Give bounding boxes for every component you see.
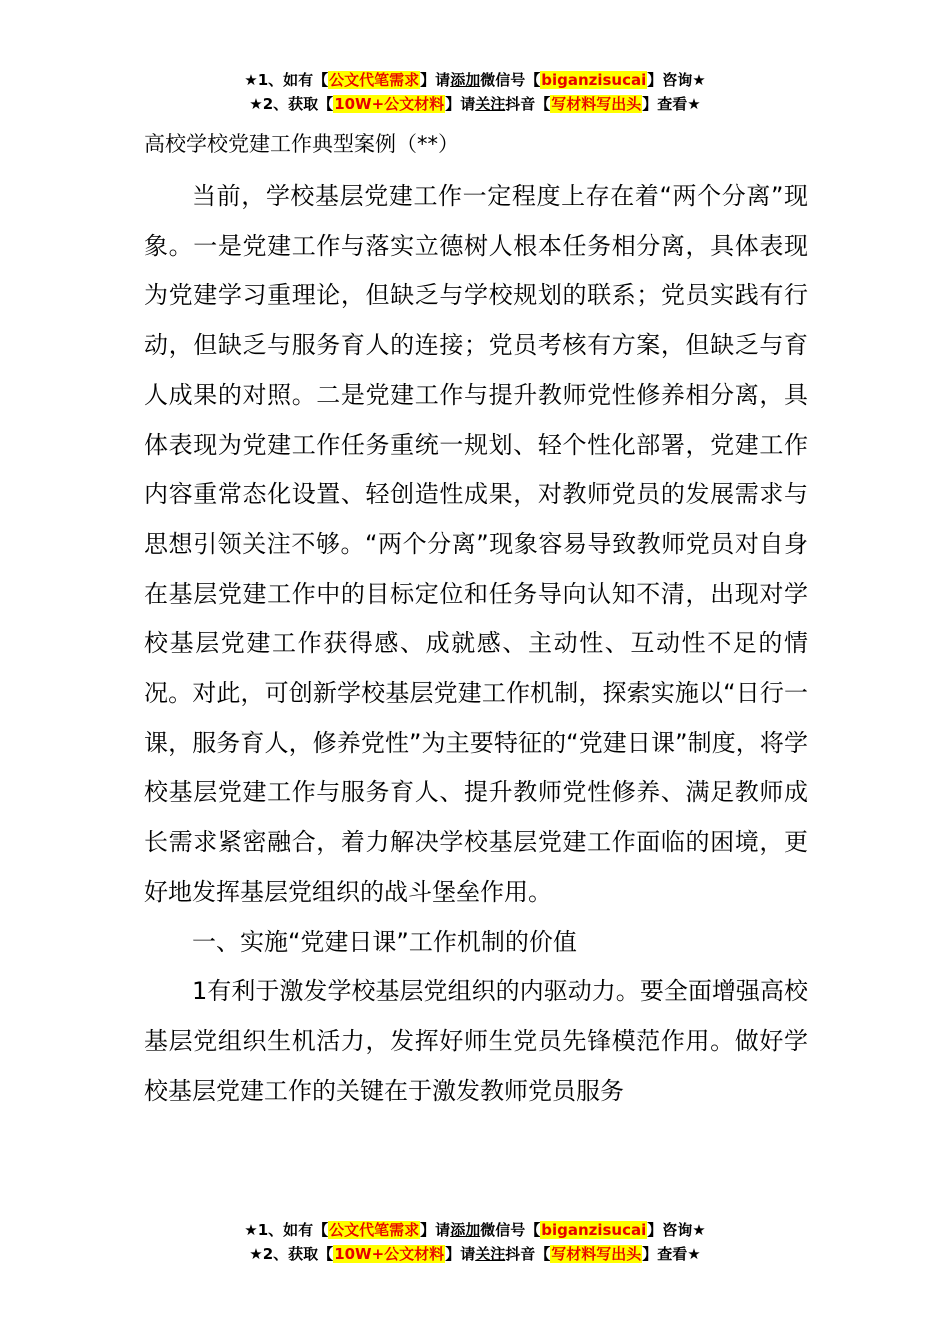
banner-text: ★1、如有【 (244, 1221, 329, 1239)
header-banner (0, 68, 950, 116)
highlight-wechat-id: biganzisucai (541, 71, 647, 89)
banner-line-1 (0, 68, 950, 92)
banner-underlined: 关注 (475, 1245, 506, 1263)
banner-text: ★2、获取【 (249, 1245, 334, 1263)
document-title: 高校学校党建工作典型案例（**） (144, 132, 459, 156)
banner-text: 】请 (420, 71, 451, 89)
highlight-service: 公文代笔需求 (329, 71, 420, 89)
banner-text: 】请 (420, 1221, 451, 1239)
footer-banner (0, 1218, 950, 1266)
banner-text: ★1、如有【 (244, 71, 329, 89)
highlight-wechat-id: biganzisucai (541, 1221, 647, 1239)
banner-text: 微信号【 (480, 71, 541, 89)
document-body (144, 128, 808, 1116)
banner-text: 微信号【 (480, 1221, 541, 1239)
highlight-materials: 10W+公文材料 (334, 1245, 445, 1263)
section-heading-1: 一、实施“党建日课”工作机制的价值 (192, 927, 577, 956)
highlight-douyin-id: 写材料写出头 (551, 95, 642, 113)
highlight-service: 公文代笔需求 (329, 1221, 420, 1239)
banner-text: 】咨询★ (647, 71, 706, 89)
banner-underlined: 添加 (450, 1221, 481, 1239)
paragraph-section-1: 1有利于激发学校基层党组织的内驱动力。要全面增强高校基层党组织生机活力，发挥好师生党员先锋模范作用。做好学校基层党建工作的关键在于激发教师党员服务 (144, 977, 808, 1105)
banner-text: 】请 (445, 1245, 476, 1263)
banner-text: 抖音【 (505, 1245, 551, 1263)
highlight-douyin-id: 写材料写出头 (551, 1245, 642, 1263)
banner-text: 】请 (445, 95, 476, 113)
highlight-materials: 10W+公文材料 (334, 95, 445, 113)
banner-text: 】查看★ (642, 1245, 701, 1263)
banner-underlined: 关注 (475, 95, 506, 113)
banner-text: 抖音【 (505, 95, 551, 113)
banner-line-1 (0, 1218, 950, 1242)
banner-text: 】咨询★ (647, 1221, 706, 1239)
banner-line-2 (0, 1242, 950, 1266)
paragraph-intro: 当前，学校基层党建工作一定程度上存在着“两个分离”现象。一是党建工作与落实立德树人根本任务相分离，具体表现为党建学习重理论，但缺乏与学校规划的联系；党员实践有行动，但缺乏与服务育人的连接；党员考核有方案，但缺乏与育人成果的对照。二是党建工作与提升教师党性修养相分离，具体表现为党建工作任务重统一规划、轻个性化部署，党建工作内容重常态化设置、轻创造性成果，对教师党员的发展需求与思想引领关注不够。“两个分离”现象容易导致教师党员对自身在基层党建工作中的目标定位和任务导向认知不清，出现对学校基层党建工作获得感、成就感、主动性、互动性不足的情况。对此，可创新学校基层党建工作机制，探索实施以“日行一课，服务育人，修养党性”为主要特征的“党建日课”制度，将学校基层党建工作与服务育人、提升教师党性修养、满足教师成长需求紧密融合，着力解决学校基层党建工作面临的困境，更好地发挥基层党组织的战斗堡垒作用。 (144, 182, 808, 906)
banner-text: ★2、获取【 (249, 95, 334, 113)
banner-line-2 (0, 92, 950, 116)
banner-underlined: 添加 (450, 71, 481, 89)
banner-text: 】查看★ (642, 95, 701, 113)
